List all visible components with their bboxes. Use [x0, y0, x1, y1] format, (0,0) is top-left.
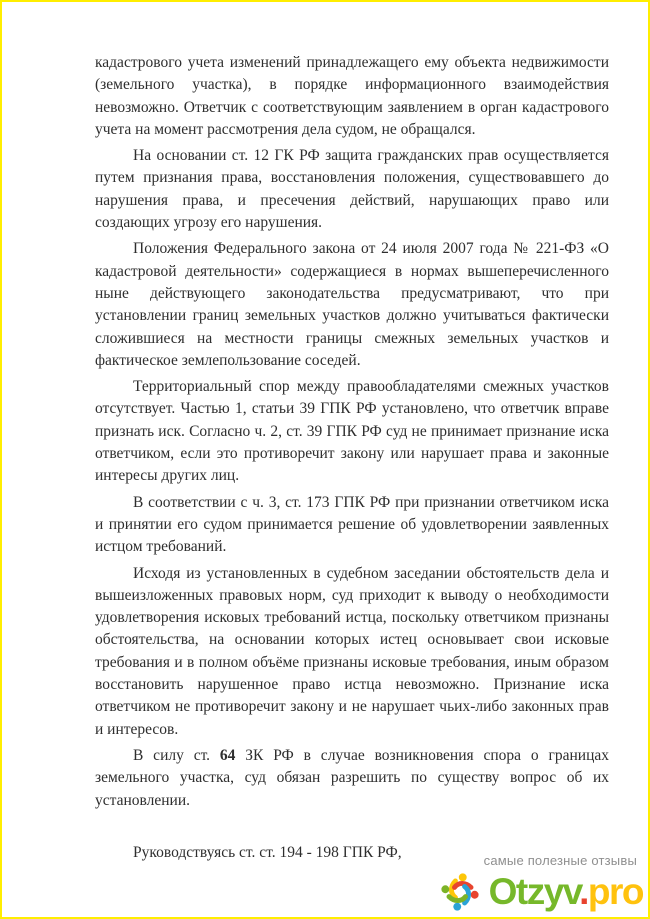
paragraph: В силу ст. 64 ЗК РФ в случае возникновения спора о границах земельного участка, суд обязан разрешить по существу вопрос об их установлении. — [95, 746, 609, 809]
paragraph: В соответствии с ч. 3, ст. 173 ГПК РФ при признании ответчиком иска и принятии его судом принимается решение об удовлетворении заявленных истцом требований. — [95, 493, 609, 556]
document-body — [95, 52, 609, 868]
logo-word-suffix: pro — [587, 871, 643, 912]
paragraph: Положения Федерального закона от 24 июля 2007 года № 221-ФЗ «О кадастровой деятельности» содержащиеся в нормах вышеперечисленного ныне действующего законодательства предусматривают, что при установлении границ земельных участков должно учитываться фактически сложившиеся на местности границы смежных земельных участков и фактическое землепользование соседей. — [95, 240, 609, 369]
otzyv-watermark[interactable] — [438, 853, 643, 915]
paragraph: кадастрового учета изменений принадлежащего ему объекта недвижимости (земельного участка), в порядке информационного взаимодействия невозможно. Ответчик с соответствующим заявлением в орган кадастрового учета на момент рассмотрения дела судом, не обращался. — [95, 54, 609, 138]
paragraph: Территориальный спор между правообладателями смежных участков отсутствует. Частью 1, статьи 39 ГПК РФ установлено, что ответчик вправе признать иск. Согласно ч. 2, ст. 39 ГПК РФ суд не принимает признание иска ответчиком, если это противоречит закону или нарушает права и законные интересы других лиц. — [95, 378, 609, 485]
paragraph: На основании ст. 12 ГК РФ защита гражданских прав осуществляется путем признания права, восстановления положения, существовавшего до нарушения права, и пресечения действий, нарушающих право или создающих угрозу его нарушения. — [95, 147, 609, 232]
otzyv-logo-text — [489, 872, 643, 912]
paragraph: Исходя из установленных в судебном заседании обстоятельств дела и вышеизложенных правовых норм, суд приходит к выводу о необходимости удовлетворения исковых требований истца, поскольку ответчиком признаны обстоятельства, на основании которых истец основывает свои исковые требования и в полном объёме признаны исковые требования, иным образом восстановить нарушенное право истца невозможно. Признание иска ответчиком не противоречит закону и не нарушает чьих-либо законных прав и интересов. — [95, 564, 609, 738]
people-pinwheel-icon — [438, 869, 482, 915]
otzyv-logo — [438, 869, 643, 915]
logo-word-main: Otzyv — [488, 871, 580, 912]
closing-line: Руководствуясь ст. ст. 194 - 198 ГПК РФ, — [133, 843, 402, 861]
watermark-tagline: самые полезные отзывы — [483, 853, 637, 868]
logo-dot: . — [579, 871, 588, 912]
